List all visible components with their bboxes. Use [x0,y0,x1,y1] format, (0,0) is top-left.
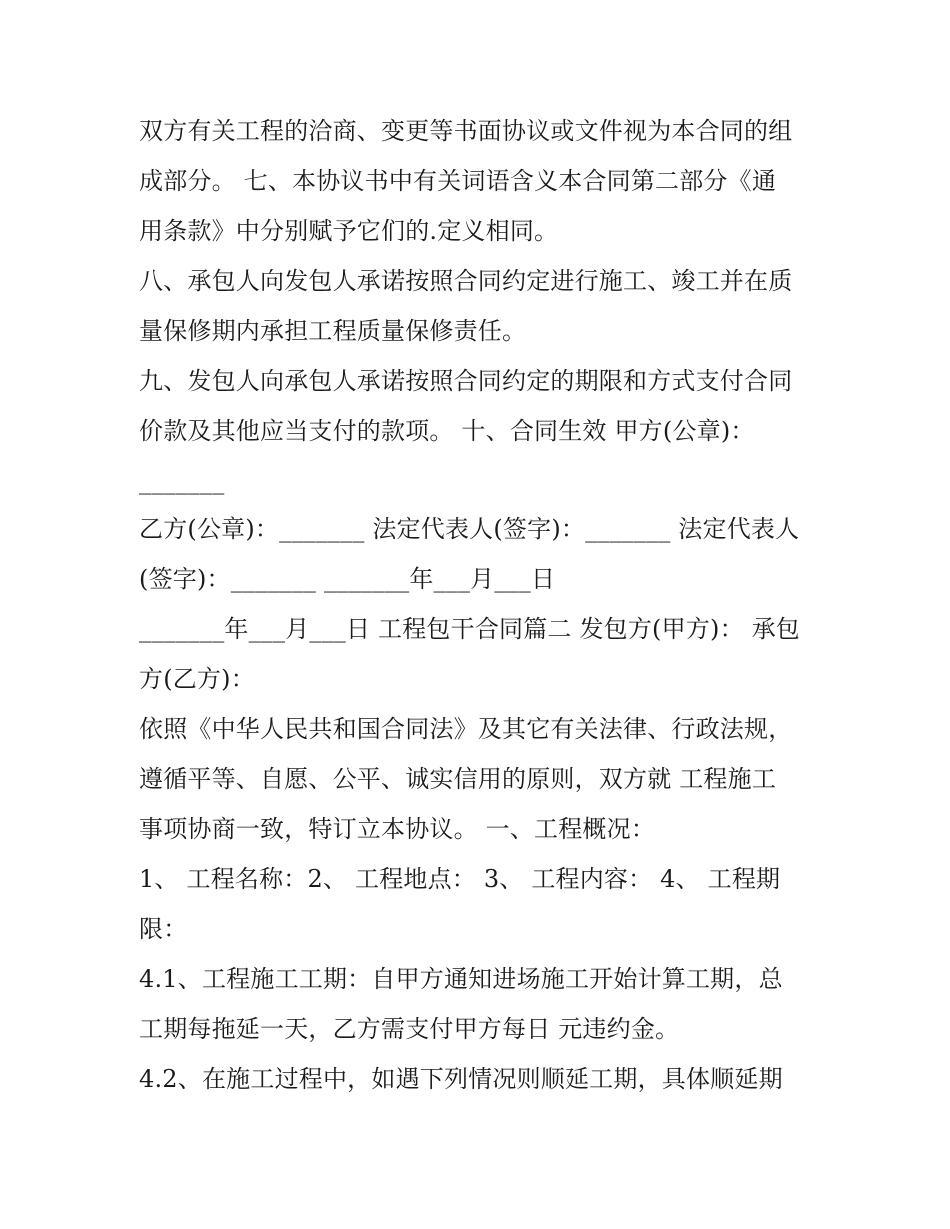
text-line: 量保修期内承担工程质量保修责任。 [139,317,527,345]
text-line: 1、 工程名称：2、 工程地点： 3、 工程内容： 4、 工程期 [139,865,781,893]
text-line: 工期每拖延一天，乙方需支付甲方每日 元违约金。 [139,1015,680,1043]
text-line: _______年___月___日 工程包干合同篇二 发包方(甲方)： 承包 [139,615,801,643]
text-line: 用条款》中分别赋予它们的.定义相同。 [139,217,559,245]
signature-blank: _______ [139,467,225,495]
text-line: 乙方(公章)：_______ 法定代表人(签字)：_______ 法定代表人 [139,515,800,543]
text-line: 双方有关工程的洽商、变更等书面协议或文件视为本合同的组 [139,117,793,145]
text-line: 遵循平等、自愿、公平、诚实信用的原则，双方就 工程施工 [139,765,777,793]
text-line: 八、承包人向发包人承诺按照合同约定进行施工、竣工并在质 [139,267,793,295]
text-line: (签字)：_______ _______年___月___日 [139,565,556,593]
text-line: 九、发包人向承包人承诺按照合同约定的期限和方式支付合同 [139,367,793,395]
text-line: 成部分。 七、本协议书中有关词语含义本合同第二部分《通 [139,167,777,195]
text-line: 4.1、工程施工工期：自甲方通知进场施工开始计算工期，总 [139,965,783,993]
text-line: 依照《中华人民共和国合同法》及其它有关法律、行政法规， [139,715,793,743]
text-line: 4.2、在施工过程中，如遇下列情况则顺延工期，具体顺延期 [139,1065,783,1093]
text-line: 方(乙方)： [139,665,255,693]
text-line: 事项协商一致，特订立本协议。 一、工程概况： [139,815,656,843]
text-line: 价款及其他应当支付的款项。 十、合同生效 甲方(公章)： [139,417,755,445]
text-line: 限： [139,915,188,943]
